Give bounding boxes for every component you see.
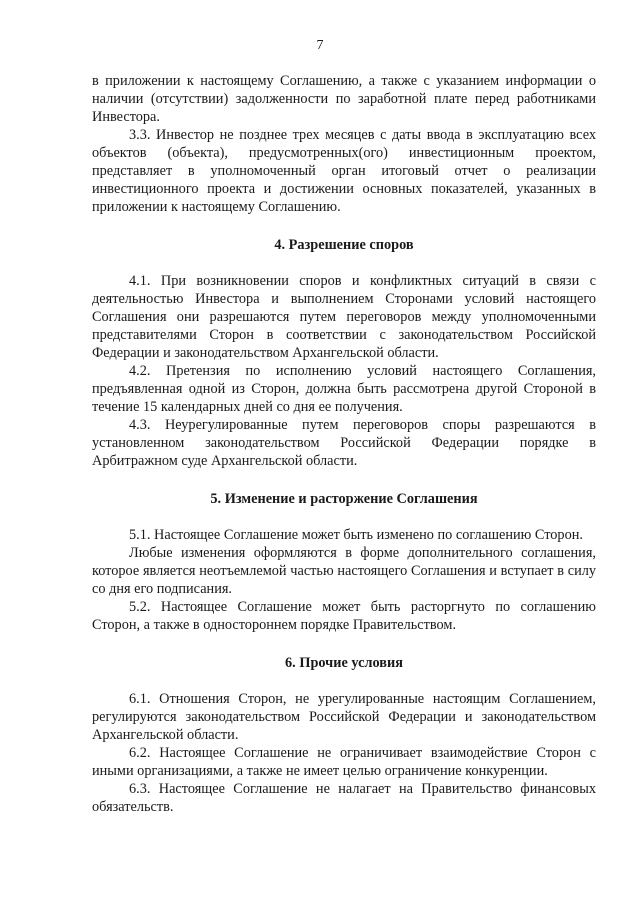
document-body [92, 72, 596, 816]
paragraph-4-1: 4.1. При возникновении споров и конфликтных ситуаций в связи с деятельностью Инвестора и выполнением Сторонами условий настоящего Соглашения они разрешаются путем переговоров между уполномоченными представителями Сторон в соответствии с законодательством Российской Федерации и законодательством Архангельской области. [92, 273, 596, 361]
paragraph-5-1-changes: Любые изменения оформляются в форме дополнительного соглашения, которое является неотъемлемой частью настоящего Соглашения и вступает в силу со дня его подписания. [92, 545, 596, 597]
paragraph-continuation: в приложении к настоящему Соглашению, а также с указанием информации о наличии (отсутствии) задолженности по заработной плате перед работниками Инвестора. [92, 73, 596, 125]
section-4-heading: 4. Разрешение споров [274, 237, 414, 253]
paragraph-6-3: 6.3. Настоящее Соглашение не налагает на Правительство финансовых обязательств. [92, 781, 596, 815]
paragraph-6-1: 6.1. Отношения Сторон, не урегулированные настоящим Соглашением, регулируются законодательством Российской Федерации и законодательством Архангельской области. [92, 691, 596, 743]
paragraph-4-2: 4.2. Претензия по исполнению условий настоящего Соглашения, предъявленная одной из Сторон, должна быть рассмотрена другой Стороной в течение 15 календарных дней со дня ее получения. [92, 363, 596, 415]
section-5-heading: 5. Изменение и расторжение Соглашения [210, 491, 478, 507]
paragraph-5-1: 5.1. Настоящее Соглашение может быть изменено по соглашению Сторон. [129, 527, 583, 543]
page-number: 7 [316, 38, 324, 53]
paragraph-6-2: 6.2. Настоящее Соглашение не ограничивает взаимодействие Сторон с иными организациями, а также не имеет целью ограничение конкуренции. [92, 745, 596, 779]
paragraph-3-3: 3.3. Инвестор не позднее трех месяцев с даты ввода в эксплуатацию всех объектов (объекта), предусмотренных(ого) инвестиционным проектом, представляет в уполномоченный орган итоговый отчет о реализации инвестиционного проекта и достижении основных показателей, указанных в приложении к настоящему Соглашению. [92, 127, 596, 215]
paragraph-4-3: 4.3. Неурегулированные путем переговоров споры разрешаются в установленном законодательством Российской Федерации порядке в Арбитражном суде Архангельской области. [92, 417, 596, 469]
paragraph-5-2: 5.2. Настоящее Соглашение может быть расторгнуто по соглашению Сторон, а также в одностороннем порядке Правительством. [92, 599, 596, 633]
section-6-heading: 6. Прочие условия [285, 655, 403, 671]
